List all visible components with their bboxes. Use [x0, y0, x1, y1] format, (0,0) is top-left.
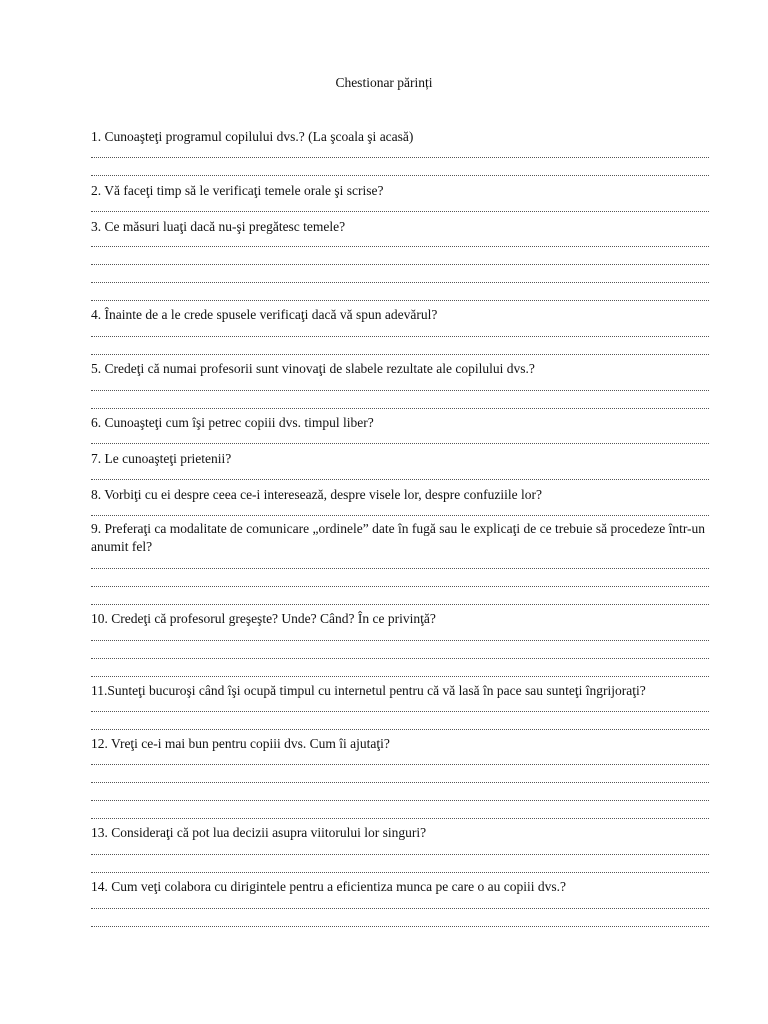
question-9: 9. Preferaţi ca modalitate de comunicare „ordinele” date în fugă sau le explicaţi de ce trebuie să procedeze într-un anumit fel?: [91, 521, 706, 554]
answer-line[interactable]: [91, 782, 709, 783]
answer-line[interactable]: [91, 175, 709, 176]
question-2: 2. Vă faceţi timp să le verificaţi temele orale şi scrise?: [91, 183, 384, 198]
question-12: 12. Vreţi ce-i mai bun pentru copiii dvs. Cum îi ajutaţi?: [91, 736, 390, 751]
question-8: 8. Vorbiţi cu ei despre ceea ce-i interesează, despre visele lor, despre confuziile lor?: [91, 487, 543, 502]
answer-line[interactable]: [91, 282, 709, 283]
answer-line[interactable]: [91, 211, 709, 212]
question-13: 13. Consideraţi că pot lua decizii asupra viitorului lor singuri?: [91, 825, 427, 840]
answer-line[interactable]: [91, 908, 709, 909]
answer-line[interactable]: [91, 729, 709, 730]
answer-line[interactable]: [91, 408, 709, 409]
answer-line[interactable]: [91, 479, 709, 480]
question-3: 3. Ce măsuri luaţi dacă nu-şi pregătesc temele?: [91, 219, 346, 234]
answer-line[interactable]: [91, 872, 709, 873]
answer-line[interactable]: [91, 586, 709, 587]
question-4: 4. Înainte de a le crede spusele verificaţi dacă vă spun adevărul?: [91, 307, 438, 322]
answer-line[interactable]: [91, 300, 709, 301]
answer-line[interactable]: [91, 264, 709, 265]
page-title: Chestionar părinți: [335, 75, 433, 90]
answer-line[interactable]: [91, 764, 709, 765]
answer-line[interactable]: [91, 515, 709, 516]
question-1: 1. Cunoaşteţi programul copilului dvs.? (La şcoala şi acasă): [91, 129, 414, 144]
question-11: 11.Sunteţi bucuroşi când îşi ocupă timpul cu internetul pentru că vă lasă în pace sau sunteţi îngrijoraţi?: [91, 683, 646, 698]
answer-line[interactable]: [91, 676, 709, 677]
answer-line[interactable]: [91, 443, 709, 444]
answer-line[interactable]: [91, 604, 709, 605]
question-7: 7. Le cunoaşteţi prietenii?: [91, 451, 232, 466]
answer-line[interactable]: [91, 390, 709, 391]
answer-line[interactable]: [91, 336, 709, 337]
answer-line[interactable]: [91, 568, 709, 569]
answer-line[interactable]: [91, 246, 709, 247]
question-5: 5. Credeţi că numai profesorii sunt vinovaţi de slabele rezultate ale copilului dvs.?: [91, 361, 535, 376]
answer-line[interactable]: [91, 157, 709, 158]
question-6: 6. Cunoaşteţi cum îşi petrec copiii dvs. timpul liber?: [91, 415, 374, 430]
question-14: 14. Cum veţi colabora cu dirigintele pentru a eficientiza munca pe care o au copiii dvs.?: [91, 879, 566, 894]
answer-line[interactable]: [91, 354, 709, 355]
answer-line[interactable]: [91, 800, 709, 801]
answer-line[interactable]: [91, 926, 709, 927]
answer-line[interactable]: [91, 640, 709, 641]
answer-line[interactable]: [91, 711, 709, 712]
answer-line[interactable]: [91, 818, 709, 819]
question-10: 10. Credeţi că profesorul greşeşte? Unde? Când? În ce privinţă?: [91, 611, 436, 626]
answer-line[interactable]: [91, 854, 709, 855]
answer-line[interactable]: [91, 658, 709, 659]
